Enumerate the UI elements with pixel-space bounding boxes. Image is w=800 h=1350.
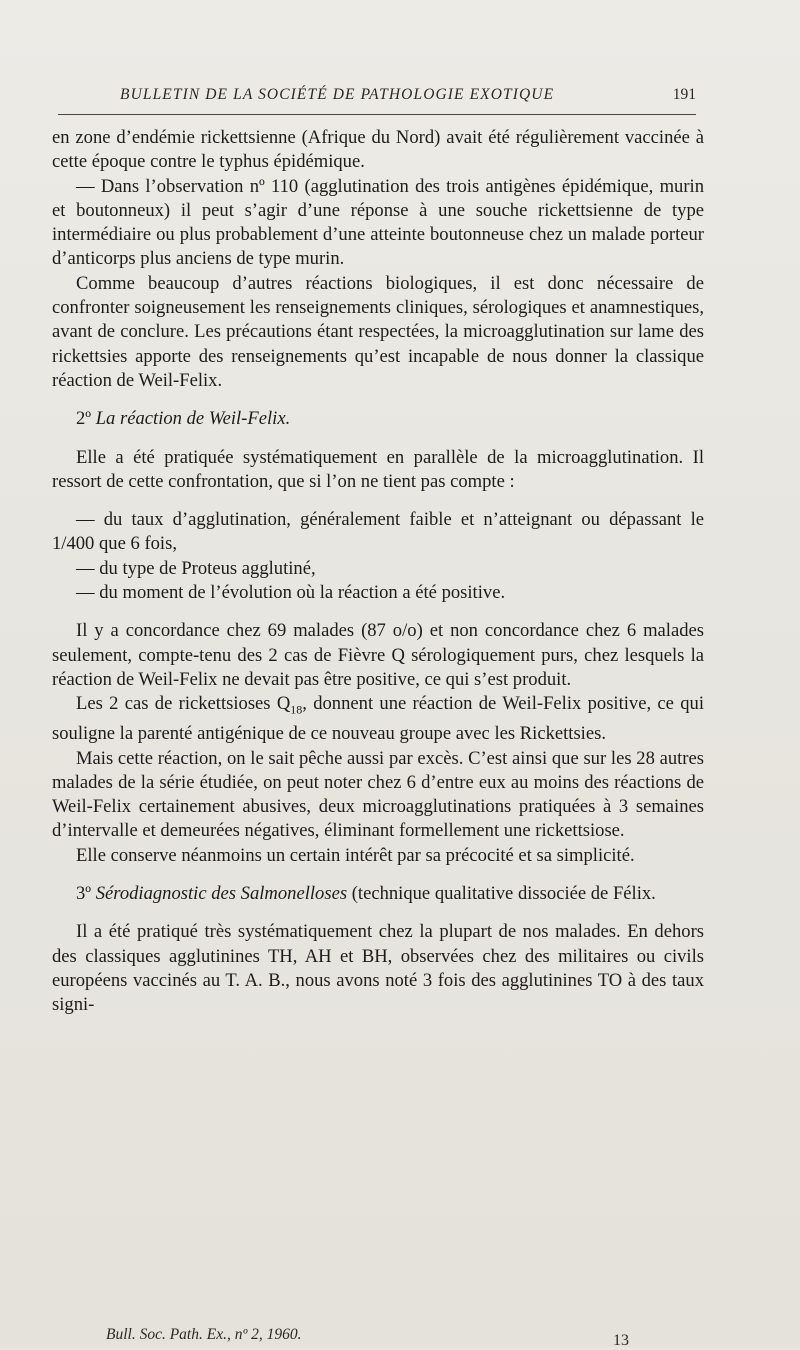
paragraph: Il a été pratiqué très systématiquement chez la plupart de nos malades. En dehors des classiques agglutinines TH, AH et BH, observées chez des militaires ou civils européens vaccinés au T. A. B., nous avons noté 3 fois des agglutinines TO à des taux signi- (52, 921, 704, 1016)
section-number: 3º (76, 883, 96, 905)
section-title: Sérodiagnostic des Salmonelloses (95, 883, 348, 905)
paragraph: en zone d’endémie rickettsienne (Afrique du Nord) avait été régulièrement vaccinée à cette époque contre le typhus épidémique. (52, 127, 704, 173)
paragraph: — du taux d’agglutination, généralement faible et n’atteignant ou dépassant le 1/400 que 6 fois, (52, 509, 704, 555)
signature-mark: 13 (613, 1332, 629, 1349)
section-heading: 3º Sérodiagnostic des Salmonelloses (technique qualitative dissociée de Félix. (76, 883, 656, 905)
paragraph: Elle conserve néanmoins un certain intérêt par sa précocité et sa simplicité. (76, 844, 635, 866)
paragraph: Les 2 cas de rickettsioses $Q_{18}$, donnent une réaction de Weil-Felix positive, ce qui souligne la parenté antigénique de ce nouveau groupe avec les Rickettsies. (52, 693, 704, 745)
paragraph: — Dans l’observation nº 110 (agglutination des trois antigènes épidémique, murin et boutonneux) il peut s’agir d’une réponse à une souche rickettsienne de type intermédiaire ou plus probablement d’une atteinte boutonneuse chez un malade porteur d’anticorps plus anciens de type murin. (52, 175, 704, 270)
paragraph: — du moment de l’évolution où la réaction a été positive. (76, 582, 506, 604)
header-rule (58, 114, 696, 115)
subscript: 18 (290, 702, 303, 717)
paragraph: Mais cette réaction, on le sait pêche aussi par excès. C’est ainsi que sur les 28 autres malades de la série étudiée, on peut noter chez 6 d’entre eux au moins des réactions de Weil-Felix certainement abusives, deux microagglutinations pratiquées à 3 semaines d’intervalle et demeurées négatives, éliminant formellement une rickettsiose. (52, 747, 704, 842)
paragraph: Il y a concordance chez 69 malades (87 o/o) et non concordance chez 6 malades seulement, compte-tenu des 2 cas de Fièvre Q sérologiquement purs, chez lesquels la réaction de Weil-Felix ne devait pas être positive, ce qui s’est produit. (52, 620, 704, 690)
section-title: La réaction de Weil-Felix. (95, 408, 291, 430)
section-heading (52, 407, 704, 431)
footer-citation: Bull. Soc. Path. Ex., nº 2, 1960. (106, 1326, 302, 1343)
paragraph: — du type de Proteus agglutiné, (76, 557, 316, 579)
paragraph: Comme beaucoup d’autres réactions biologiques, il est donc nécessaire de confronter soigneusement les renseignements cliniques, sérologiques et anamnestiques, avant de conclure. Les précautions étant respectées, la microagglutination sur lame des rickettsies apporte des renseignements qu’est incapable de nous donner la classique réaction de Weil-Felix. (52, 272, 704, 391)
section-number: 2º (76, 408, 96, 430)
page-number: 191 (672, 86, 696, 103)
body-text (52, 126, 704, 1018)
paragraph: Elle a été pratiquée systématiquement en parallèle de la microagglutination. Il ressort de cette confrontation, que si l’on ne tient pas compte : (52, 446, 704, 492)
journal-title: BULLETIN DE LA SOCIÉTÉ DE PATHOLOGIE EXOTIQUE (120, 86, 555, 103)
